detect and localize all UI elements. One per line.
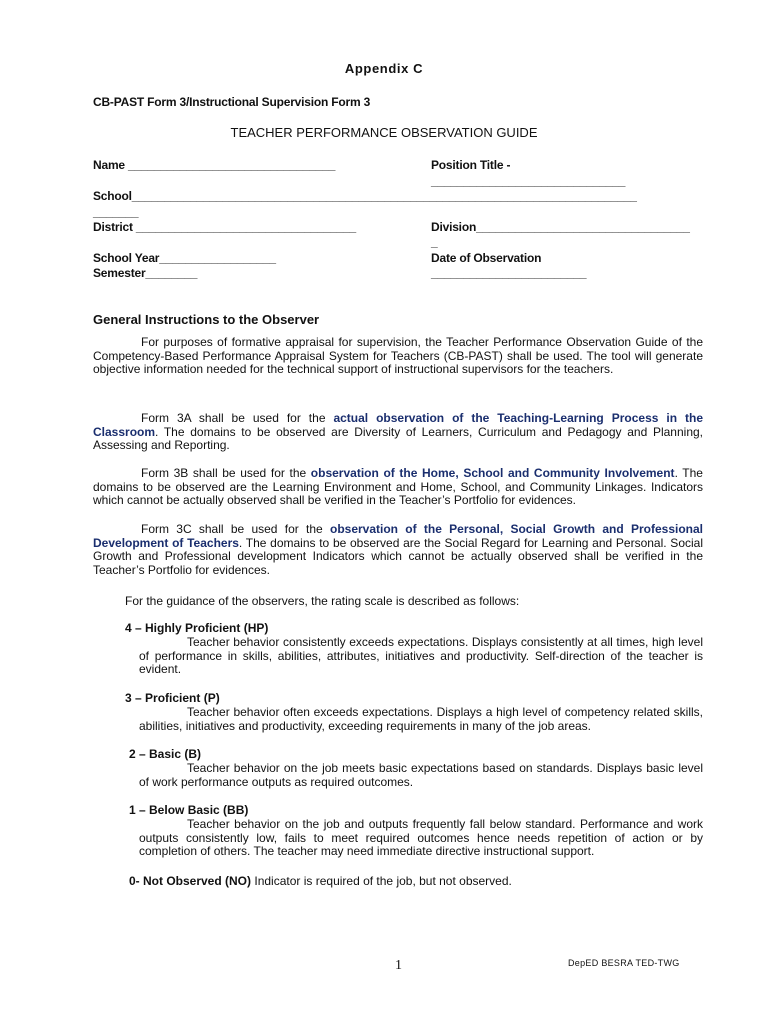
rating-0-text: Indicator is required of the job, but not observed. [254,874,512,888]
paragraph-2-rest: . The domains to be observed are Diversity of Learners, Curriculum and Pedagogy and Planning, Assessing and Reporting. [93,424,703,452]
paragraph-4-highlight: observation of the Personal, Social Growth and Professional Development of Teachers [93,522,703,550]
position-title-line: ______________________________ [431,174,626,188]
rating-0-title: 0- Not Observed (NO) [129,874,252,888]
footer-organization: DepED BESRA TED-TWG [568,958,680,968]
rating-2-text: Teacher behavior on the job meets basic expectations based on standards. Displays basic level of work performance outputs as required outcomes. [139,761,703,789]
instructions-heading: General Instructions to the Observer [93,312,320,327]
paragraph-4-rest: . The domains to be observed are the Social Regard for Learning and Personal. Social Growth and Professional development Indicators which cannot be actually observed shall be verified in the Teacher’s Portfolio for evidences. [93,535,703,577]
form-identifier: CB-PAST Form 3/Instructional Supervision Form 3 [93,95,371,109]
paragraph-3-lead: Form 3B shall be used for the [141,466,311,480]
school-field-continuation: _______ [93,205,139,219]
paragraph-4-lead: Form 3C shall be used for the [141,522,330,536]
semester-field: Semester________ [93,266,198,280]
paragraph-3-highlight: observation of the Home, School and Community Involvement [310,466,675,480]
division-field: Division_________________________________ [431,220,690,234]
rating-0-line [129,874,512,888]
rating-3-title: 3 – Proficient (P) [125,691,220,705]
rating-4-description [139,636,703,677]
date-of-observation-line: ________________________ [431,266,587,280]
district-field: District __________________________________ [93,220,356,234]
rating-4-title: 4 – Highly Proficient (HP) [125,621,269,635]
instructions-paragraph-4 [93,523,703,577]
paragraph-1-text: For purposes of formative appraisal for supervision, the Teacher Performance Observation Guide of the Competency-Based Performance Appraisal System for Teachers (CB-PAST) shall be used. The tool will generate objective information needed for the technical support of instructional supervisors for the teachers. [93,335,703,376]
school-field: School______________________________________________________________________________ [93,189,637,203]
position-title-label: Position Title - [431,158,511,172]
page-title: TEACHER PERFORMANCE OBSERVATION GUIDE [230,125,538,140]
division-field-continuation: _ [431,235,438,249]
paragraph-3-rest: . The domains to be observed are the Learning Environment and Home, School, and Community Linkages. Indicators which cannot be actually observed shall be verified in the Teacher’s Portfolio for evidences. [93,466,703,507]
rating-2-description [139,762,703,789]
instructions-paragraph-1 [93,336,703,377]
rating-1-text: Teacher behavior on the job and outputs frequently fall below standard. Performance and work outputs consistently low, fails to meet required outcomes hence needs repetition of action or by completion of others. The teacher may need immediate directive instructional support. [139,817,703,858]
paragraph-2-lead: Form 3A shall be used for the [141,411,334,425]
rating-1-title: 1 – Below Basic (BB) [129,803,249,817]
rating-2-title: 2 – Basic (B) [129,747,202,761]
name-field: Name ________________________________ [93,158,336,172]
rating-3-description [139,706,703,733]
rating-4-text: Teacher behavior consistently exceeds expectations. Displays consistently at all times, high level of performance in skills, abilities, attributes, initiatives and productivity. Self-direction of the teacher is evident. [139,635,703,676]
rating-scale-intro: For the guidance of the observers, the rating scale is described as follows: [125,594,520,608]
rating-1-description [139,818,703,859]
appendix-heading: Appendix C [344,61,424,76]
school-year-field: School Year__________________ [93,251,276,265]
date-of-observation-label: Date of Observation [431,251,542,265]
page-number: 1 [395,958,402,973]
instructions-paragraph-3 [93,467,703,508]
rating-3-text: Teacher behavior often exceeds expectations. Displays a high level of competency related skills, abilities, initiatives and productivity, exceeding requirements in many of the job areas. [139,705,703,733]
instructions-paragraph-2 [93,412,703,453]
paragraph-2-highlight: actual observation of the Teaching-Learning Process in the Classroom [93,411,703,439]
